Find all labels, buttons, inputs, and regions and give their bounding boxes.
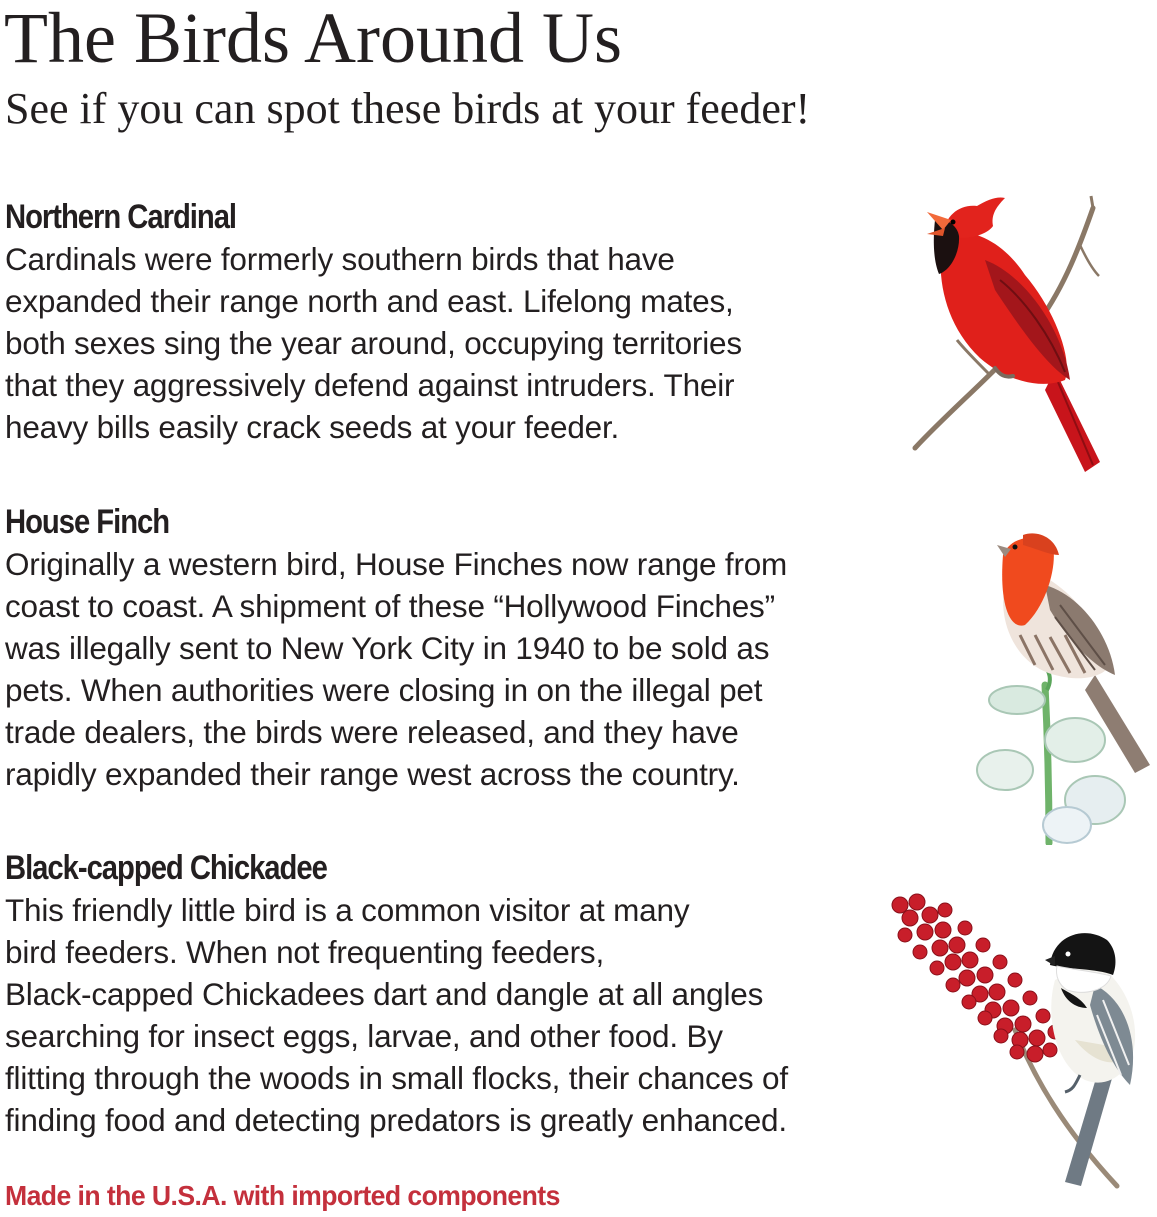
description-line: was illegally sent to New York City in 1940 to be sold as [5, 630, 770, 666]
description-line: Black-capped Chickadees dart and dangle at all angles [5, 976, 764, 1012]
description-line: finding food and detecting predators is greatly enhanced. [5, 1102, 787, 1138]
description-line: pets. When authorities were closing in on the illegal pet [5, 672, 763, 708]
page-subtitle: See if you can spot these birds at your feeder! [5, 84, 811, 133]
house-finch-illustration [975, 525, 1155, 845]
bird-name: Black-capped Chickadee [5, 849, 327, 887]
bird-section-northern-cardinal [5, 196, 742, 448]
page-title: The Birds Around Us [4, 0, 622, 78]
bird-section-house-finch [5, 501, 787, 795]
description-line: Originally a western bird, House Finches now range from [5, 546, 788, 582]
bird-name: House Finch [5, 503, 170, 541]
bird-name: Northern Cardinal [5, 198, 237, 236]
description-line: coast to coast. A shipment of these “Hollywood Finches” [5, 588, 775, 624]
black-capped-chickadee-illustration [885, 890, 1145, 1195]
description-line: bird feeders. When not frequenting feeders, [5, 934, 605, 970]
bird-description [5, 238, 742, 448]
northern-cardinal-illustration [905, 190, 1110, 480]
description-line: both sexes sing the year around, occupying territories [5, 325, 742, 361]
description-line: that they aggressively defend against intruders. Their [5, 367, 735, 403]
bird-section-black-capped-chickadee [5, 847, 788, 1141]
description-line: trade dealers, the birds were released, and they have [5, 714, 739, 750]
description-line: rapidly expanded their range west across the country. [5, 756, 740, 792]
description-line: flitting through the woods in small flocks, their chances of [5, 1060, 788, 1096]
made-in-usa-footer: Made in the U.S.A. with imported components [5, 1180, 560, 1211]
description-line: Cardinals were formerly southern birds that have [5, 241, 675, 277]
description-line: searching for insect eggs, larvae, and other food. By [5, 1018, 723, 1054]
description-line: heavy bills easily crack seeds at your feeder. [5, 409, 620, 445]
bird-description [5, 889, 788, 1141]
description-line: This friendly little bird is a common visitor at many [5, 892, 690, 928]
description-line: expanded their range north and east. Lifelong mates, [5, 283, 734, 319]
bird-description [5, 543, 787, 795]
